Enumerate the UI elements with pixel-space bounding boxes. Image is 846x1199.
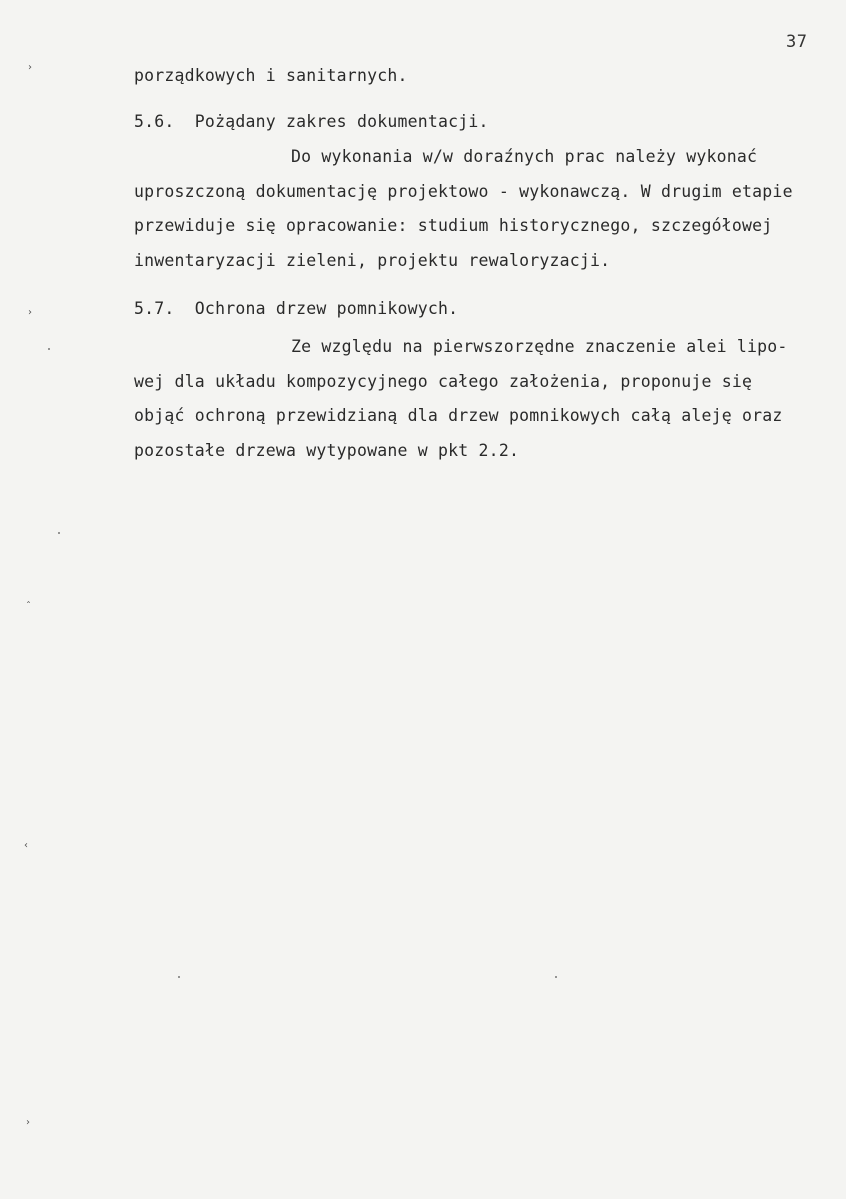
text-line: objąć ochroną przewidzianą dla drzew pomnikowych całą aleję oraz — [134, 406, 783, 425]
margin-mark-icon: ˆ — [26, 601, 31, 612]
section-heading-5-6: 5.6. Pożądany zakres dokumentacji. — [134, 112, 489, 131]
speck — [555, 976, 557, 978]
speck — [48, 348, 50, 350]
text-line: pozostałe drzewa wytypowane w pkt 2.2. — [134, 441, 520, 460]
section-heading-5-7: 5.7. Ochrona drzew pomnikowych. — [134, 299, 459, 318]
text-line: Ze względu na pierwszorzędne znaczenie alei lipo- — [291, 337, 788, 356]
margin-mark-icon: › — [28, 307, 32, 318]
text-line: Do wykonania w/w doraźnych prac należy wykonać — [291, 147, 758, 166]
text-line: uproszczoną dokumentację projektowo - wykonawczą. W drugim etapie — [134, 182, 793, 201]
text-line: porządkowych i sanitarnych. — [134, 66, 408, 85]
text-line: wej dla układu kompozycyjnego całego założenia, proponuje się — [134, 372, 753, 391]
page-number: 37 — [786, 32, 808, 52]
margin-mark-icon: › — [26, 1117, 30, 1128]
speck — [178, 976, 180, 978]
margin-mark-icon: ‹ — [24, 840, 28, 851]
margin-mark-icon: › — [28, 62, 32, 73]
text-line: przewiduje się opracowanie: studium historycznego, szczegółowej — [134, 216, 773, 235]
text-line: inwentaryzacji zieleni, projektu rewaloryzacji. — [134, 251, 611, 270]
speck — [58, 532, 60, 534]
